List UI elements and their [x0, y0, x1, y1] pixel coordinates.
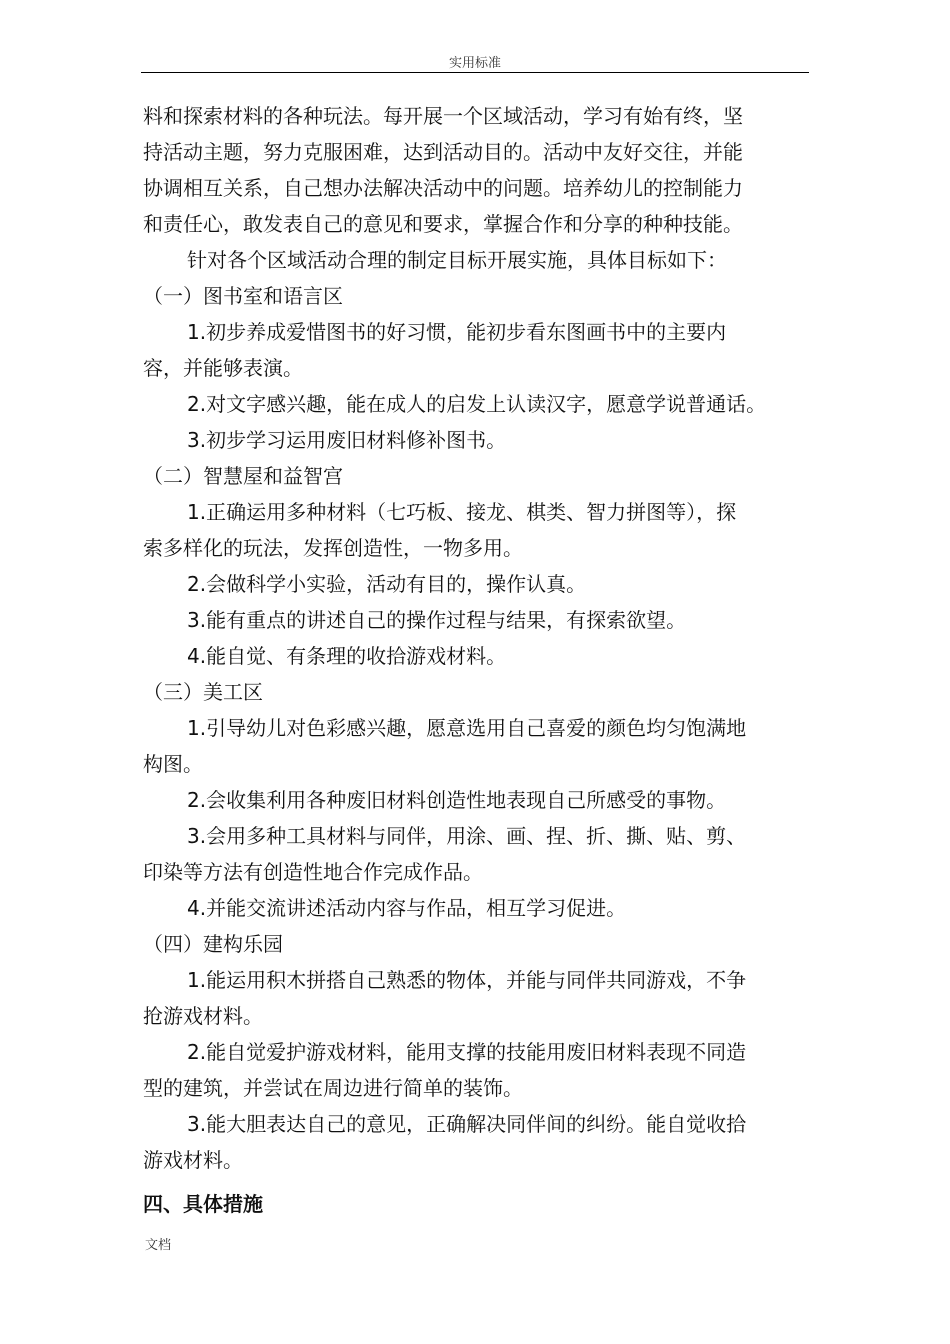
paragraph-line: 料和探索材料的各种玩法。每开展一个区域活动，学习有始有终，坚 [143, 104, 743, 128]
subsection-title: （一）图书室和语言区 [143, 284, 343, 308]
list-item: 2.会收集利用各种废旧材料创造性地表现自己所感受的事物。 [187, 788, 727, 812]
list-item: 3.初步学习运用废旧材料修补图书。 [187, 428, 507, 452]
list-item: 1.能运用积木拼搭自己熟悉的物体，并能与同伴共同游戏，不争 [187, 968, 747, 992]
list-item: 2.对文字感兴趣，能在成人的启发上认读汉字，愿意学说普通话。 [187, 392, 767, 416]
paragraph-line: 和责任心，敢发表自己的意见和要求，掌握合作和分享的种种技能。 [143, 212, 743, 236]
list-item: 2.能自觉爱护游戏材料，能用支撑的技能用废旧材料表现不同造 [187, 1040, 747, 1064]
paragraph-line: 持活动主题，努力克服困难，达到活动目的。活动中友好交往，并能 [143, 140, 743, 164]
page-header: 实用标准 [448, 56, 501, 71]
list-item-continuation: 型的建筑，并尝试在周边进行简单的装饰。 [143, 1076, 523, 1100]
subsection-title: （二）智慧屋和益智宫 [143, 464, 343, 488]
list-item: 1.初步养成爱惜图书的好习惯，能初步看东图画书中的主要内 [187, 320, 727, 344]
page-footer: 文档 [145, 1238, 172, 1253]
list-item: 1.引导幼儿对色彩感兴趣，愿意选用自己喜爱的颜色均匀饱满地 [187, 716, 747, 740]
list-item: 4.能自觉、有条理的收拾游戏材料。 [187, 644, 507, 668]
list-item: 3.会用多种工具材料与同伴，用涂、画、捏、折、撕、贴、剪、 [187, 824, 747, 848]
list-item: 2.会做科学小实验，活动有目的，操作认真。 [187, 572, 587, 596]
list-item-continuation: 游戏材料。 [143, 1148, 243, 1172]
list-item-continuation: 抢游戏材料。 [143, 1004, 263, 1028]
paragraph-line: 针对各个区域活动合理的制定目标开展实施，具体目标如下： [187, 248, 727, 272]
section-heading: 四、具体措施 [143, 1192, 263, 1216]
header-rule [141, 72, 809, 73]
list-item: 3.能有重点的讲述自己的操作过程与结果，有探索欲望。 [187, 608, 687, 632]
subsection-title: （四）建构乐园 [143, 932, 283, 956]
list-item-continuation: 构图。 [143, 752, 203, 776]
list-item-continuation: 索多样化的玩法，发挥创造性，一物多用。 [143, 536, 523, 560]
list-item-continuation: 容，并能够表演。 [143, 356, 303, 380]
list-item: 1.正确运用多种材料（七巧板、接龙、棋类、智力拼图等），探 [187, 500, 737, 524]
subsection-title: （三）美工区 [143, 680, 263, 704]
document-body [143, 98, 809, 1222]
list-item: 4.并能交流讲述活动内容与作品，相互学习促进。 [187, 896, 627, 920]
paragraph-line: 协调相互关系，自己想办法解决活动中的问题。培养幼儿的控制能力 [143, 176, 743, 200]
list-item: 3.能大胆表达自己的意见，正确解决同伴间的纠纷。能自觉收拾 [187, 1112, 747, 1136]
list-item-continuation: 印染等方法有创造性地合作完成作品。 [143, 860, 483, 884]
